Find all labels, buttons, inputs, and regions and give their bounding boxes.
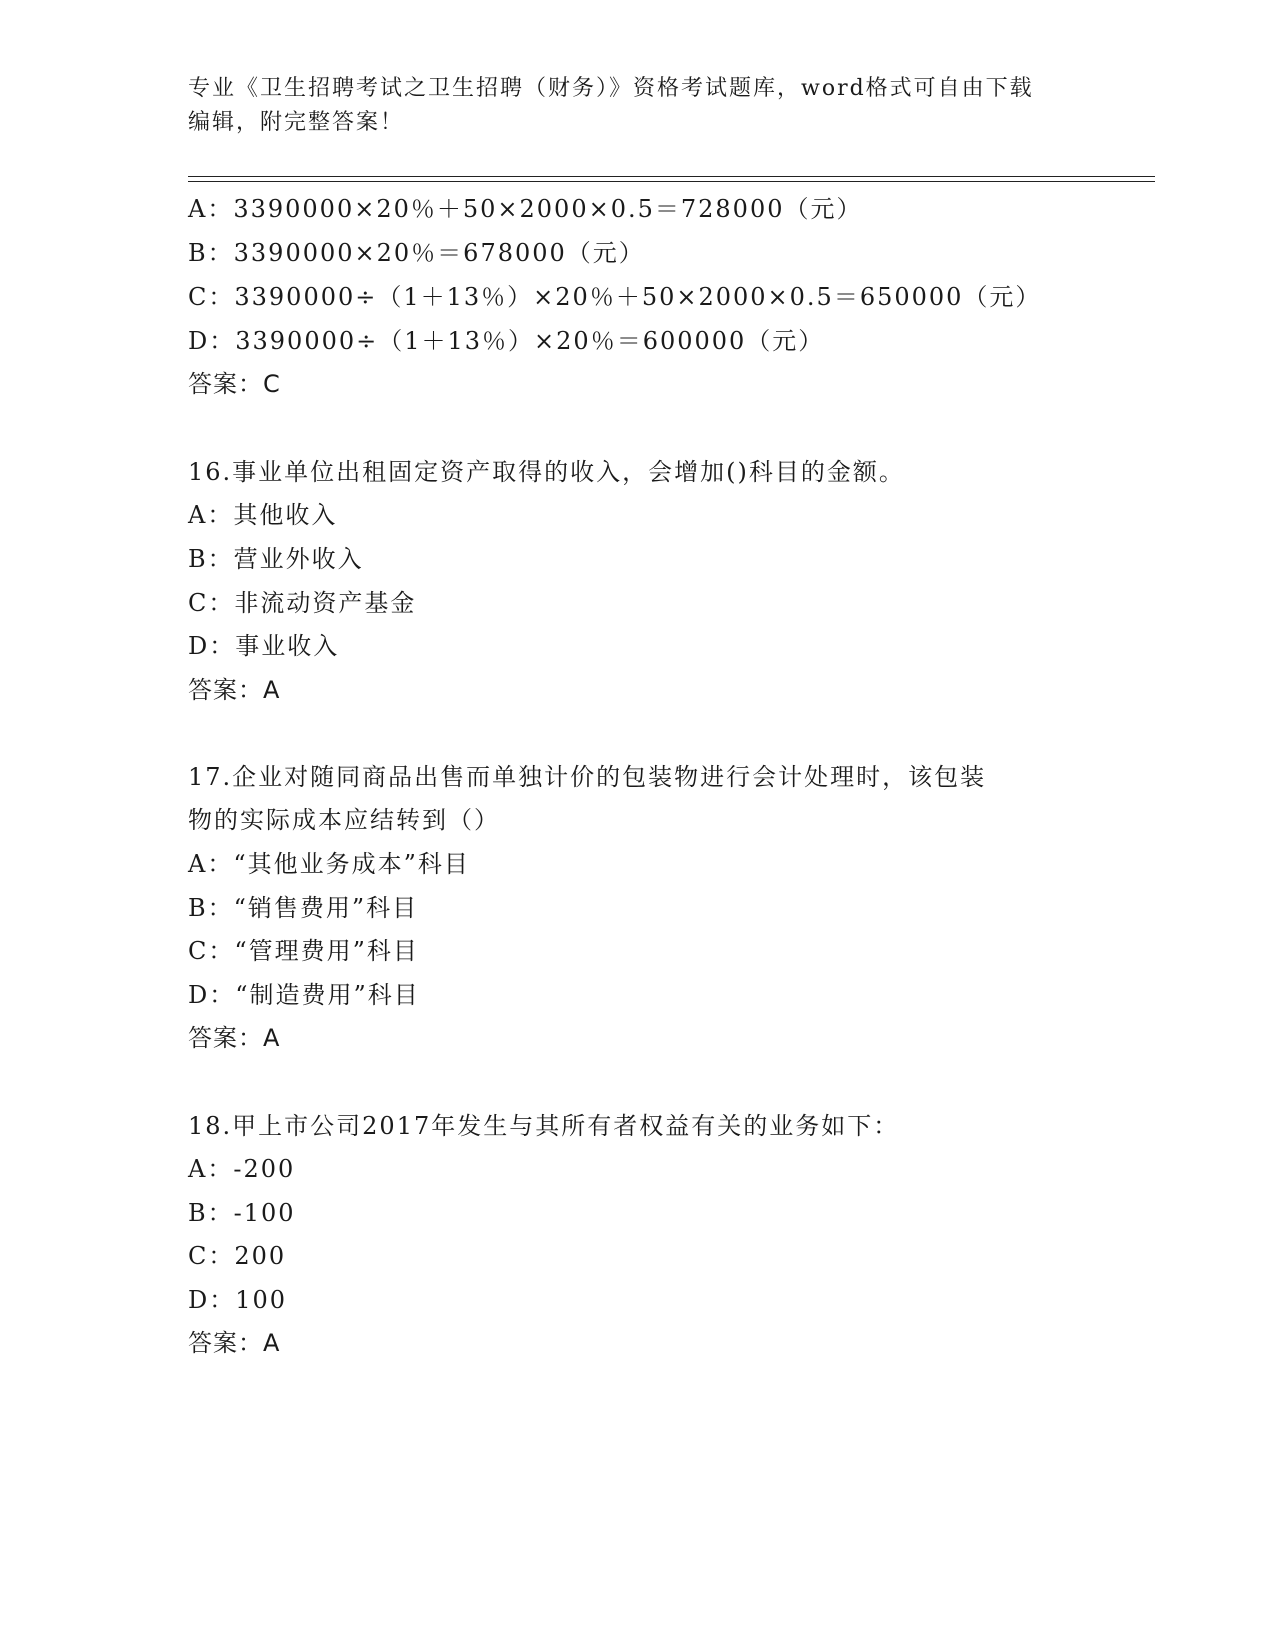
q18-question: 18.甲上市公司2017年发生与其所有者权益有关的业务如下： (188, 1112, 900, 1140)
q16-option-c: C：非流动资产基金 (188, 589, 417, 617)
q18-option-a: A：-200 (188, 1155, 296, 1183)
q17-option-d: D：“制造费用”科目 (188, 981, 420, 1009)
q18-option-d: D：100 (188, 1286, 288, 1314)
q16-answer: 答案：A (188, 676, 281, 704)
q17-option-c: C：“管理费用”科目 (188, 937, 419, 965)
q18-option-c: C：200 (188, 1242, 287, 1270)
header-title-line-2: 编辑，附完整答案！ (188, 110, 405, 135)
q18-answer: 答案：A (188, 1329, 281, 1357)
q17-question-line-2: 物的实际成本应结转到（） (188, 806, 500, 834)
q17-option-b: B：“销售费用”科目 (188, 894, 419, 922)
q16-option-d: D：事业收入 (188, 632, 340, 660)
header-divider-bottom (188, 181, 1155, 182)
q15-option-a: A：3390000×20％＋50×2000×0.5＝728000（元） (188, 195, 863, 223)
q17-answer: 答案：A (188, 1024, 281, 1052)
q17-question-line-1: 17.企业对随同商品出售而单独计价的包装物进行会计处理时，该包装 (188, 763, 987, 791)
q15-option-d: D：3390000÷（1＋13％）×20％＝600000（元） (188, 327, 825, 355)
q16-option-b: B：营业外收入 (188, 545, 364, 573)
q15-answer: 答案：C (188, 370, 281, 398)
header-divider-top (188, 176, 1155, 177)
q16-question: 16.事业单位出租固定资产取得的收入，会增加()科目的金额。 (188, 458, 905, 486)
q15-option-b: B：3390000×20％＝678000（元） (188, 239, 645, 267)
q18-option-b: B：-100 (188, 1199, 296, 1227)
q15-option-c: C：3390000÷（1＋13％）×20％＋50×2000×0.5＝650000（元） (188, 283, 1042, 311)
document-header (188, 72, 1088, 140)
q17-option-a: A：“其他业务成本”科目 (188, 850, 470, 878)
q16-option-a: A：其他收入 (188, 501, 338, 529)
header-title-line-1: 专业《卫生招聘考试之卫生招聘（财务）》资格考试题库，word格式可自由下载 (188, 76, 1034, 101)
